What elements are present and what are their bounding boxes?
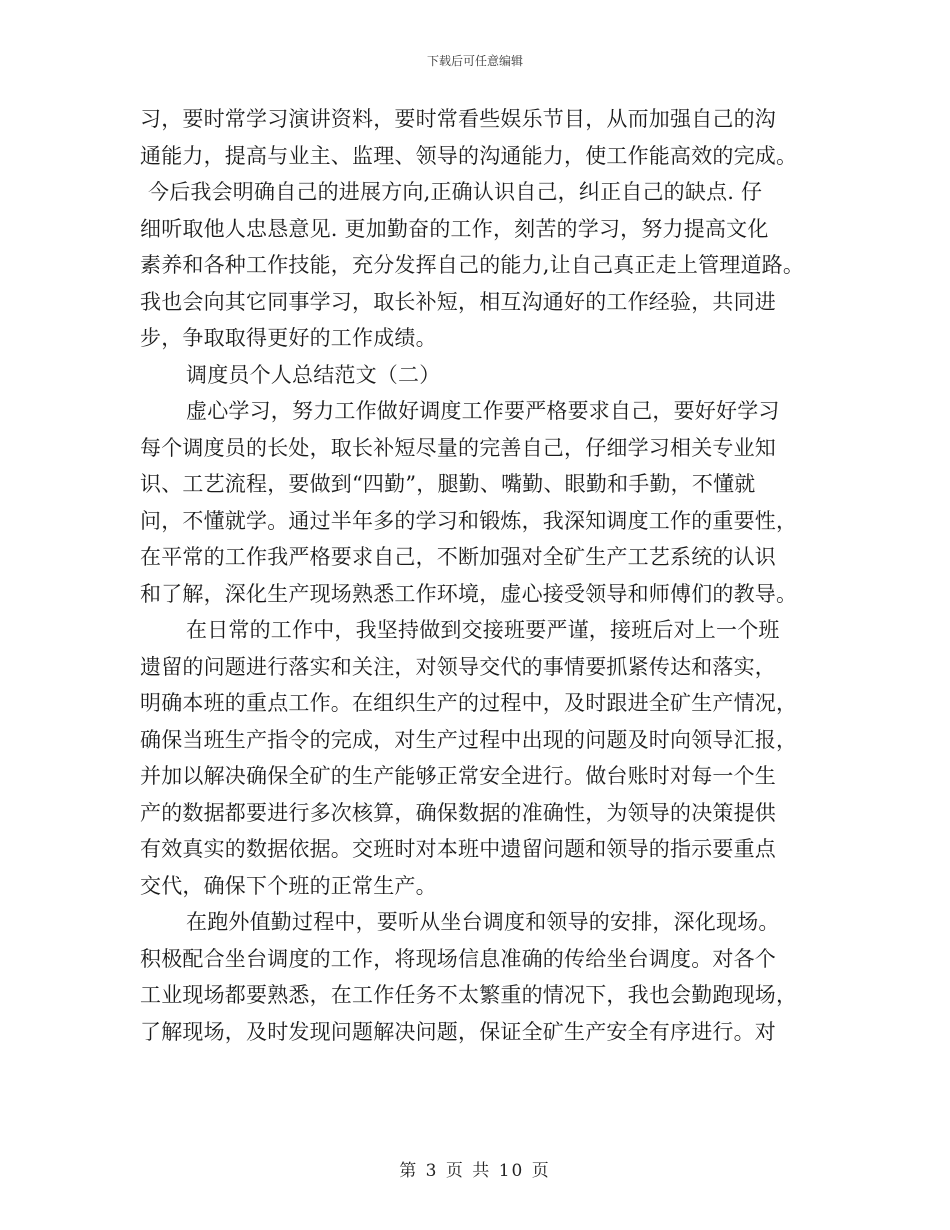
text-line: 我也会向其它同事学习，取长补短，相互沟通好的工作经验，共同进 (140, 289, 776, 314)
text-line: 在跑外值勤过程中，要听从坐台调度和领导的安排，深化现场。 (186, 910, 780, 934)
text-line: 积极配合坐台调度的工作，将现场信息准确的传给坐台调度。对各个 (140, 946, 776, 971)
page-footer-number: 第 3 页 共 10 页 (399, 1161, 551, 1181)
text-line: 每个调度员的长处，取长补短尽量的完善自己，仔细学习相关专业知 (140, 435, 776, 460)
text-line: 素养和各种工作技能，充分发挥自己的能力,让自己真正走上管理道路。 (140, 253, 805, 277)
text-line: 确保当班生产指令的完成，对生产过程中出现的问题及时向领导汇报， (140, 727, 798, 752)
text-line: 工业现场都要熟悉，在工作任务不太繁重的情况下，我也会勤跑现场， (140, 983, 798, 1007)
text-line: 在日常的工作中，我坚持做到交接班要严谨，接班后对上一个班 (186, 618, 780, 642)
text-line: 今后我会明确自己的进展方向,正确认识自己，纠正自己的缺点. 仔 (148, 180, 763, 204)
text-line: 和了解，深化生产现场熟悉工作环境，虚心接受领导和师傅们的教导。 (140, 581, 798, 606)
text-line: 虚心学习，努力工作做好调度工作要严格要求自己，要好好学习 (186, 399, 780, 423)
text-line: 通能力，提高与业主、监理、领导的沟通能力，使工作能高效的完成。 (140, 143, 798, 168)
text-line: 并加以解决确保全矿的生产能够正常安全进行。做台账时对每一个生 (140, 764, 776, 788)
text-line: 问，不懂就学。通过半年多的学习和锻炼，我深知调度工作的重要性， (140, 508, 798, 533)
text-line: 识、工艺流程，要做到“四勤”，腿勤、嘴勤、眼勤和手勤，不懂就 (140, 472, 756, 496)
section-heading: 调度员个人总结范文（二） (186, 362, 441, 387)
text-line: 产的数据都要进行多次核算，确保数据的准确性，为领导的决策提供 (140, 800, 776, 825)
page-header-note: 下载后可任意编辑 (426, 54, 523, 68)
text-line: 在平常的工作我严格要求自己，不断加强对全矿生产工艺系统的认识 (140, 545, 776, 569)
text-line: 交代，确保下个班的正常生产。 (140, 873, 437, 898)
text-line: 步，争取取得更好的工作成绩。 (140, 326, 437, 350)
text-line: 遗留的问题进行落实和关注，对领导交代的事情要抓紧传达和落实， (140, 654, 776, 679)
text-line: 习，要时常学习演讲资料，要时常看些娱乐节目，从而加强自己的沟 (140, 107, 776, 131)
text-line: 明确本班的重点工作。在组织生产的过程中，及时跟进全矿生产情况， (140, 691, 798, 715)
text-line: 有效真实的数据依据。交班时对本班中遗留问题和领导的指示要重点 (140, 837, 776, 861)
document-body (140, 101, 830, 1050)
text-line: 细听取他人忠恳意见. 更加勤奋的工作，刻苦的学习，努力提高文化 (140, 216, 769, 241)
text-line: 了解现场，及时发现问题解决问题，保证全矿生产安全有序进行。对 (140, 1019, 776, 1044)
